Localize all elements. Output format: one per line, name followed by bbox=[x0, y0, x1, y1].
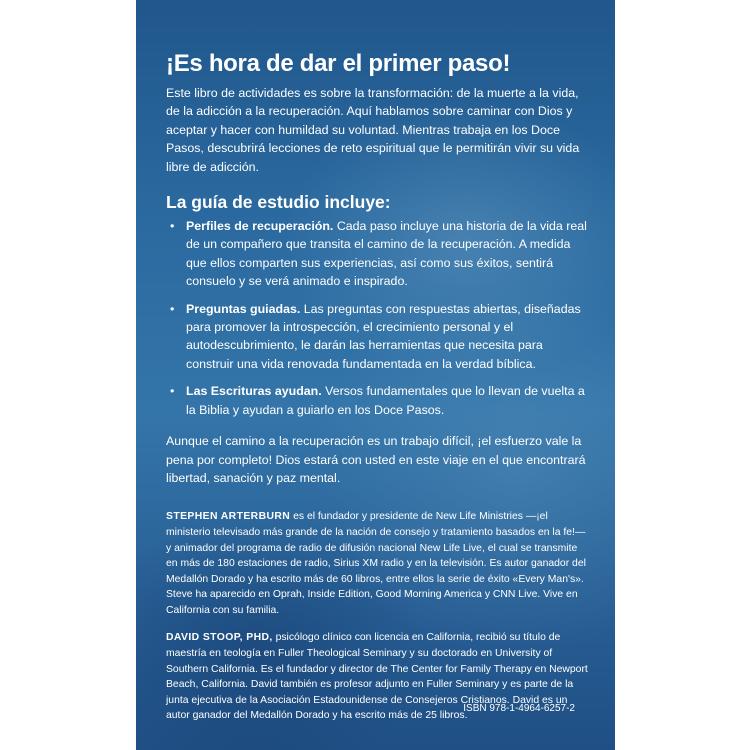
bullet-icon: • bbox=[170, 219, 175, 234]
feature-lead: Las Escrituras ayudan. bbox=[186, 384, 322, 399]
feature-list bbox=[166, 217, 591, 419]
feature-lead: Preguntas guiadas. bbox=[186, 301, 301, 316]
author-name: DAVID STOOP, PHD, bbox=[166, 632, 273, 644]
feature-item bbox=[166, 217, 591, 291]
feature-item bbox=[166, 300, 591, 374]
author-bio-text: psicólogo clínico con licencia en California, recibió su título de maestría en teología en Fuller Theological Seminary y su doctorado en University of Southern California. Es el fundador y director de The Center for Family Therapy en Newport Beach, California. David también es profesor adjunto en Fuller Seminary y es parte de la junta ejecutiva de la Asociación Estadounidense de Consejeros Cristianos. David es un autor ganador del Medallón Dorado y ha escrito más de 25 libros. bbox=[166, 632, 588, 722]
back-cover bbox=[136, 0, 615, 750]
guide-heading: La guía de estudio incluye: bbox=[166, 192, 391, 213]
feature-item bbox=[166, 382, 591, 419]
bullet-icon: • bbox=[170, 301, 175, 316]
feature-text: Cada paso incluye una historia de la vida real de un compañero que transita el camino de la recuperación. A medida que ellos comparten sus experiencias, así como sus éxitos, sentirá consuelo y se verá animado e inspirado. bbox=[186, 219, 587, 289]
cover-heading: ¡Es hora de dar el primer paso! bbox=[166, 50, 511, 77]
author-bio-text: es el fundador y presidente de New Life Ministries —¡el ministerio televisado más grande de la nación de consejo y tratamiento basados en la fe!— y animador del programa de radio de difusión nacional New Life Live, el cual se transmite en más de 180 estaciones de radio, Sirius XM radio y en la televisión. Es autor ganador del Medallón Dorado y ha escrito más de 60 libros, entre ellos la serie de éxito «Every Man's». Steve ha aparecido en Oprah, Inside Edition, Good Morning America y CNN Live. Vive en California con su familia. bbox=[166, 511, 586, 616]
author-bio bbox=[166, 509, 591, 618]
cover-content bbox=[166, 50, 591, 736]
feature-text: Versos fundamentales que lo llevan de vuelta a la Biblia y ayudan a guiarlo en los Doce Pasos. bbox=[186, 384, 585, 417]
closing-paragraph: Aunque el camino a la recuperación es un trabajo difícil, ¡el esfuerzo vale la pena por completo! Dios estará con usted en este viaje en el que encontrará libertad, sanación y paz mental. bbox=[166, 434, 586, 485]
bullet-icon: • bbox=[170, 384, 175, 399]
author-name: STEPHEN ARTERBURN bbox=[166, 511, 291, 523]
feature-lead: Perfiles de recuperación. bbox=[186, 219, 334, 234]
feature-text: Las preguntas con respuestas abiertas, diseñadas para promover la introspección, el crecimiento personal y el autodescubrimiento, le darán las herramientas que necesita para construir una vida renovada fundamentada en la verdad bíblica. bbox=[186, 301, 581, 371]
isbn: ISBN 978-1-4964-6257-2 bbox=[463, 703, 575, 714]
intro-paragraph: Este libro de actividades es sobre la transformación: de la muerte a la vida, de la adicción a la recuperación. Aquí hablamos sobre caminar con Dios y aceptar y hacer con humildad su voluntad. Mientras trabaja en los Doce Pasos, descubrirá lecciones de reto espiritual que le permitirán vivir su vida libre de adicción. bbox=[166, 86, 580, 174]
